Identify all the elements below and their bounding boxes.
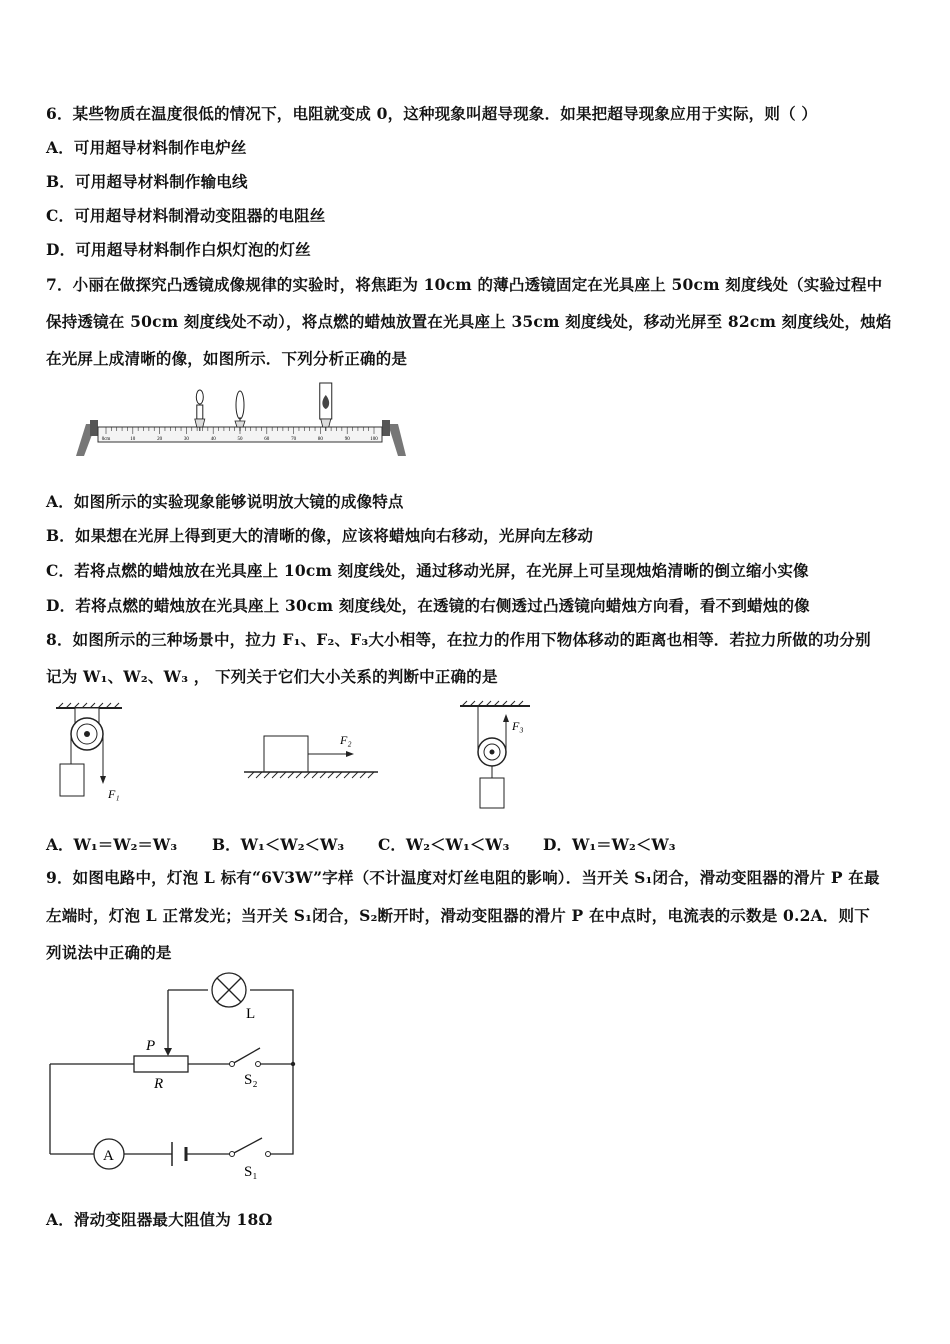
q8-option-d: D．W₁＝W₂＜W₃ xyxy=(543,835,676,854)
force-label-f2: F₂ xyxy=(340,733,352,747)
bench-left-clamp xyxy=(90,420,98,436)
q6-stem: 6．某些物质在温度很低的情况下，电阻就变成 0，这种现象叫超导现象．如果把超导现象应用于实际，则（ ） xyxy=(46,104,818,123)
light-screen xyxy=(320,383,332,431)
q9-stem-line-3: 列说法中正确的是 xyxy=(46,943,172,962)
bench-right-clamp xyxy=(382,420,390,436)
hanging-block-3 xyxy=(480,778,504,808)
q6-option-c: C．可用超导材料制滑动变阻器的电阻丝 xyxy=(46,206,326,225)
bench-scale-label: 100 xyxy=(370,437,378,442)
bench-scale-label: 90 xyxy=(344,437,350,442)
q8-option-a: A．W₁＝W₂＝W₃ xyxy=(46,835,178,854)
bench-scale-label: 40 xyxy=(210,437,216,442)
force-label-f1: F₁ xyxy=(108,787,120,801)
bench-scale-label: 60 xyxy=(264,437,270,442)
q9-stem-line-1: 9．如图电路中，灯泡 L 标有“6V3W”字样（不计温度对灯丝电阻的影响）．当开关 S₁闭合，滑动变阻器的滑片 P 在最 xyxy=(46,868,880,887)
optical-bench-figure xyxy=(72,376,412,460)
q8-option-c: C．W₂＜W₁＜W₃ xyxy=(378,835,510,854)
lamp-l xyxy=(212,973,246,1007)
hanging-block-1 xyxy=(60,764,84,796)
q7-stem-line-2: 保持透镜在 50cm 刻度线处不动），将点燃的蜡烛放置在光具座上 35cm 刻度线处，移动光屏至 82cm 刻度线处，烛焰 xyxy=(46,312,892,331)
horizontal-pull-figure xyxy=(242,726,382,786)
q7-option-d: D．若将点燃的蜡烛放在光具座上 30cm 刻度线处，在透镜的右侧透过凸透镜向蜡烛方向看，看不到蜡烛的像 xyxy=(46,596,810,615)
switch-s2-label: S₂ xyxy=(244,1072,258,1088)
bench-scale-label: 10 xyxy=(130,437,136,442)
lamp-label: L xyxy=(246,1006,256,1022)
q6-option-b: B．可用超导材料制作输电线 xyxy=(46,172,248,191)
fixed-pulley-figure xyxy=(52,702,132,812)
rheostat-label: R xyxy=(154,1076,164,1092)
q7-option-b: B．如果想在光屏上得到更大的清晰的像，应该将蜡烛向右移动，光屏向左移动 xyxy=(46,526,594,545)
rheostat-r xyxy=(134,1056,188,1072)
bench-scale-label: 0cm xyxy=(101,437,111,442)
bench-scale-label: 30 xyxy=(183,437,189,442)
bench-scale-label: 70 xyxy=(291,437,297,442)
bench-scale-label: 20 xyxy=(157,437,163,442)
slider-arrow xyxy=(164,1048,172,1056)
q7-option-a: A．如图所示的实验现象能够说明放大镜的成像特点 xyxy=(46,492,404,511)
q9-stem-line-2: 左端时，灯泡 L 正常发光；当开关 S₁闭合，S₂断开时，滑动变阻器的滑片 P 在中点时，电流表的示数是 0.2A．则下 xyxy=(46,906,870,925)
q6-option-a: A．可用超导材料制作电炉丝 xyxy=(46,138,247,157)
bench-scale-label: 50 xyxy=(237,437,243,442)
q9-option-a: A．滑动变阻器最大阻值为 18Ω xyxy=(46,1210,273,1229)
bench-scale-label: 80 xyxy=(317,437,323,442)
ammeter-label: A xyxy=(103,1148,114,1164)
bench-right-leg xyxy=(388,424,406,456)
slider-label: P xyxy=(146,1038,156,1054)
q8-option-b: B．W₁＜W₂＜W₃ xyxy=(212,835,345,854)
q7-stem-line-3: 在光屏上成清晰的像，如图所示．下列分析正确的是 xyxy=(46,349,408,368)
circuit-diagram xyxy=(40,972,310,1186)
q8-stem-line-1: 8．如图所示的三种场景中，拉力 F₁、F₂、F₃大小相等，在拉力的作用下物体移动的距离也相等．若拉力所做的功分别 xyxy=(46,630,871,649)
q6-option-d: D．可用超导材料制作白炽灯泡的灯丝 xyxy=(46,240,311,259)
q7-option-c: C．若将点燃的蜡烛放在光具座上 10cm 刻度线处，通过移动光屏，在光屏上可呈现烛焰清晰的倒立缩小实像 xyxy=(46,561,809,580)
ground-block xyxy=(264,736,308,772)
force-label-f3: F₃ xyxy=(512,719,524,733)
movable-pulley-figure xyxy=(456,700,546,812)
convex-lens xyxy=(235,391,245,431)
q7-stem-line-1: 7．小丽在做探究凸透镜成像规律的实验时，将焦距为 10cm 的薄凸透镜固定在光具座上 50cm 刻度线处（实验过程中 xyxy=(46,275,883,294)
switch-s1-label: S₁ xyxy=(244,1164,258,1180)
candle xyxy=(195,390,205,431)
q8-stem-line-2: 记为 W₁、W₂、W₃ ， 下列关于它们大小关系的判断中正确的是 xyxy=(46,667,498,686)
